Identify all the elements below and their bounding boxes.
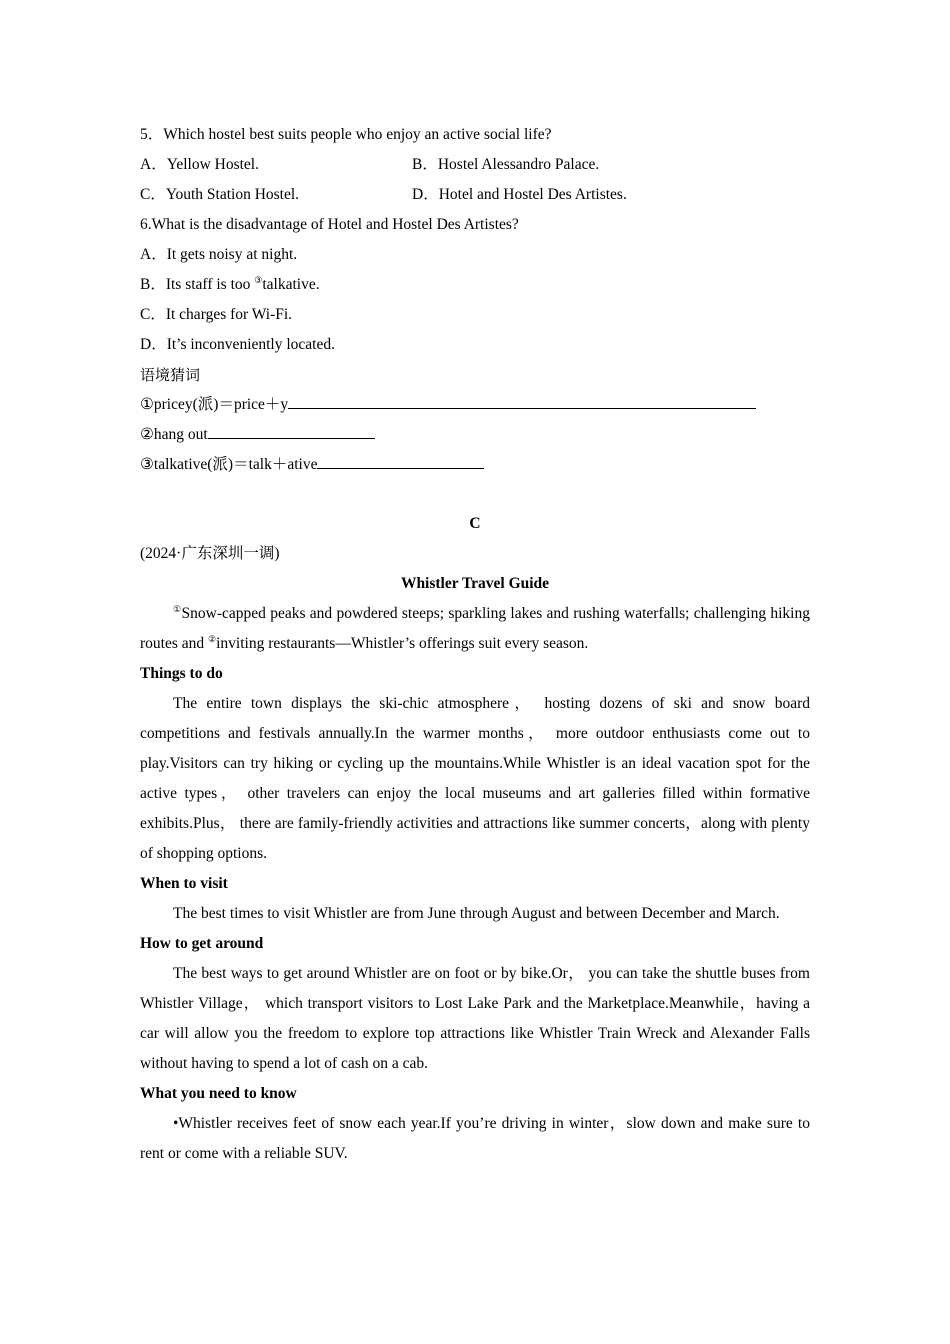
how-paragraph: The best ways to get around Whistler are on foot or by bike.Or， you can take the shuttle buses from Whistler Village， which transport visitors to Lost Lake Park and the Marketplace.Meanwhile，having a car will allow you the freedom to explore top attractions like Whistler Train Wreck and Alexander Falls without having to spend a lot of cash on a cab. bbox=[140, 965, 810, 1072]
vocab-item-3-text: ③talkative(派)＝talk＋ative bbox=[140, 456, 318, 473]
intro-text-2: inviting restaurants—Whistler’s offerings suit every season. bbox=[216, 635, 589, 652]
need-paragraph: •Whistler receives feet of snow each year.If you’re driving in winter，slow down and make sure to rent or come with a reliable SUV. bbox=[140, 1115, 810, 1162]
vocab-answer-blank-3[interactable] bbox=[317, 451, 484, 469]
q5-option-c: C．Youth Station Hostel. bbox=[140, 186, 300, 203]
vocab-heading: 语境猜词 bbox=[140, 366, 201, 384]
vocab-item-3 bbox=[140, 450, 810, 480]
vocab-item-1 bbox=[140, 390, 810, 420]
q6-option-b bbox=[140, 270, 810, 300]
vocab-answer-blank-1[interactable] bbox=[288, 391, 756, 409]
question-5-options-row-1 bbox=[140, 150, 810, 180]
intro-paragraph bbox=[140, 599, 810, 659]
footnote-marker-2: ② bbox=[208, 633, 217, 644]
need-heading: What you need to know bbox=[140, 1085, 297, 1102]
q6-option-b-prefix: B．Its staff is too bbox=[140, 276, 255, 293]
document-content bbox=[140, 120, 810, 1169]
intro-text-1: Snow-capped peaks and powdered steeps; sparkling lakes and rushing waterfalls; challenging hiking routes and bbox=[140, 605, 810, 652]
passage-title: Whistler Travel Guide bbox=[400, 575, 550, 592]
q6-option-c: C．It charges for Wi-Fi. bbox=[140, 306, 293, 323]
things-paragraph: The entire town displays the ski-chic atmosphere， hosting dozens of ski and snow board competitions and festivals annually.In the warmer months， more outdoor enthusiasts come out to play.Visitors can try hiking or cycling up the mountains.While Whistler is an ideal vacation spot for the active types， other travelers can enjoy the local museums and art galleries filled within formative exhibits.Plus， there are family-friendly activities and attractions like summer concerts，along with plenty of shopping options. bbox=[140, 695, 810, 862]
section-gap bbox=[140, 480, 810, 509]
q6-option-d: D．It’s inconveniently located. bbox=[140, 336, 335, 353]
how-heading: How to get around bbox=[140, 935, 264, 952]
passage-source: (2024·广东深圳一调) bbox=[140, 545, 280, 562]
vocab-item-2-text: ②hang out bbox=[140, 426, 208, 443]
q5-option-a: A．Yellow Hostel. bbox=[140, 156, 259, 173]
section-letter: C bbox=[469, 515, 481, 532]
when-paragraph: The best times to visit Whistler are from June through August and between December and March. bbox=[173, 905, 780, 922]
footnote-marker-1: ① bbox=[173, 603, 182, 614]
question-5-stem: 5．Which hostel best suits people who enjoy an active social life? bbox=[140, 126, 552, 143]
q6-option-b-suffix: talkative. bbox=[262, 276, 320, 293]
footnote-marker: ③ bbox=[254, 274, 263, 285]
q5-option-b: B．Hostel Alessandro Palace. bbox=[412, 156, 600, 173]
when-heading: When to visit bbox=[140, 875, 228, 892]
q5-option-d: D．Hotel and Hostel Des Artistes. bbox=[412, 186, 627, 203]
things-heading: Things to do bbox=[140, 665, 223, 682]
question-6-stem: 6.What is the disadvantage of Hotel and Hostel Des Artistes? bbox=[140, 216, 519, 233]
vocab-item-2 bbox=[140, 420, 810, 450]
vocab-answer-blank-2[interactable] bbox=[208, 421, 375, 439]
q6-option-a: A．It gets noisy at night. bbox=[140, 246, 298, 263]
question-5-options-row-2 bbox=[140, 180, 810, 210]
vocab-item-1-text: ①pricey(派)＝price＋y bbox=[140, 396, 289, 413]
